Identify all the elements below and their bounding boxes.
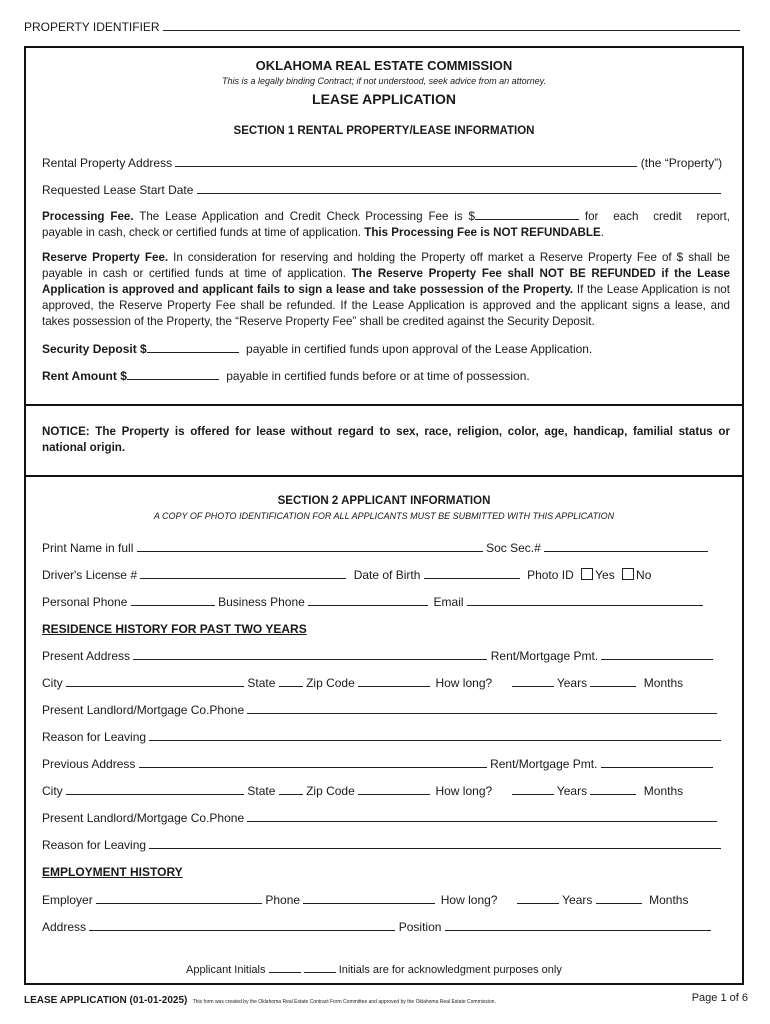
security-deposit-field[interactable]	[147, 342, 239, 353]
city-field[interactable]	[66, 676, 244, 687]
employer-address-row	[42, 920, 726, 934]
prev-years-label: Years	[556, 784, 588, 798]
prev-state-field[interactable]	[279, 784, 303, 795]
dob-label: Date of Birth	[353, 568, 421, 582]
previous-landlord-row	[42, 811, 726, 825]
present-rent-field[interactable]	[601, 649, 713, 660]
present-landlord-field[interactable]	[247, 703, 717, 714]
notice-text: NOTICE: The Property is offered for lease without regard to sex, race, religion, color, age, handicap, familial status or national origin.	[42, 425, 730, 454]
security-deposit-row	[42, 342, 726, 356]
state-field[interactable]	[279, 676, 303, 687]
dob-field[interactable]	[424, 568, 520, 579]
security-deposit-label: Security Deposit $	[42, 342, 147, 356]
rent-amount-row	[42, 369, 726, 383]
prev-how-long-label: How long?	[435, 784, 493, 798]
present-city-row	[42, 676, 726, 690]
rental-address-label: Rental Property Address	[42, 156, 173, 170]
months-field[interactable]	[590, 676, 636, 687]
rental-address-field[interactable]	[175, 156, 637, 167]
position-label: Position	[398, 920, 442, 934]
prev-months-field[interactable]	[590, 784, 636, 795]
property-identifier-field[interactable]	[163, 20, 740, 31]
business-phone-label: Business Phone	[218, 595, 305, 609]
processing-fee-text1: The Lease Application and Credit Check Processing Fee is $	[139, 210, 475, 223]
previous-reason-row	[42, 838, 726, 852]
soc-sec-field[interactable]	[544, 541, 708, 552]
property-identifier-row	[24, 20, 748, 34]
state-label: State	[247, 676, 276, 690]
print-name-label: Print Name in full	[42, 541, 134, 555]
employer-row	[42, 893, 726, 907]
phone-email-row	[42, 595, 726, 609]
previous-reason-label: Reason for Leaving	[42, 838, 147, 852]
business-phone-field[interactable]	[308, 595, 428, 606]
processing-fee-field[interactable]	[475, 209, 579, 220]
present-rent-label: Rent/Mortgage Pmt.	[490, 649, 599, 663]
prev-state-label: State	[247, 784, 276, 798]
previous-address-field[interactable]	[139, 757, 487, 768]
how-long-label: How long?	[435, 676, 493, 690]
section1-title: SECTION 1 RENTAL PROPERTY/LEASE INFORMATION	[233, 125, 535, 137]
section2-box	[24, 475, 744, 985]
the-property-label: (the “Property”)	[640, 156, 723, 170]
personal-phone-label: Personal Phone	[42, 595, 128, 609]
present-landlord-label: Present Landlord/Mortgage Co.Phone	[42, 703, 245, 717]
present-address-field[interactable]	[133, 649, 487, 660]
employer-field[interactable]	[96, 893, 262, 904]
processing-fee-label: Processing Fee.	[42, 210, 134, 223]
prev-years-field[interactable]	[512, 784, 554, 795]
page-number: Page 1 of 6	[691, 992, 748, 1004]
previous-address-row	[42, 757, 726, 771]
prev-city-field[interactable]	[66, 784, 244, 795]
months-label: Months	[643, 676, 684, 690]
previous-rent-label: Rent/Mortgage Pmt.	[490, 757, 598, 771]
present-reason-label: Reason for Leaving	[42, 730, 147, 744]
photo-id-label: Photo ID	[527, 568, 574, 582]
reserve-fee-text2: If the Lease Application is not approved, the Reserve Property Fee shall be refunded. If the Lease Application is approved and the applicant signs a lease, and takes possession of the Property, the “Reserve Property Fee” shall be credited against the Security Deposit.	[42, 283, 730, 328]
lease-start-label: Requested Lease Start Date	[42, 183, 194, 197]
employer-address-label: Address	[42, 920, 87, 934]
section1-box	[24, 46, 744, 406]
email-label: Email	[433, 595, 464, 609]
employer-months-field[interactable]	[596, 893, 642, 904]
photo-id-no-checkbox[interactable]	[622, 568, 634, 580]
legal-disclaimer: This is a legally binding Contract; if not understood, seek advice from an attorney.	[221, 76, 546, 86]
print-name-row	[42, 541, 726, 555]
property-identifier-label: PROPERTY IDENTIFIER	[24, 20, 160, 34]
present-reason-field[interactable]	[149, 730, 721, 741]
employer-label: Employer	[42, 893, 93, 907]
processing-fee-bold: This Processing Fee is NOT REFUNDABLE	[364, 226, 601, 239]
prev-city-label: City	[42, 784, 63, 798]
photo-id-no-label: No	[636, 568, 652, 582]
applicant-initials-label: Applicant Initials	[186, 964, 266, 976]
employer-phone-field[interactable]	[303, 893, 435, 904]
photo-id-yes-label: Yes	[595, 568, 615, 582]
document-title: LEASE APPLICATION	[312, 91, 456, 107]
reserve-fee-label: Reserve Property Fee.	[42, 251, 169, 264]
print-name-field[interactable]	[137, 541, 483, 552]
soc-sec-label: Soc Sec.#	[486, 541, 541, 555]
email-field[interactable]	[467, 595, 703, 606]
reserve-fee-bold: The Reserve Property Fee shall NOT BE REFUNDED if the Lease Application is approved and applicant fails to sign a lease and take possession of the Property.	[42, 267, 730, 296]
previous-city-row	[42, 784, 726, 798]
notice-box	[24, 404, 744, 477]
initials-field-2[interactable]	[304, 962, 336, 973]
previous-landlord-label: Present Landlord/Mortgage Co.Phone	[42, 811, 245, 825]
present-address-label: Present Address	[42, 649, 131, 663]
rent-amount-field[interactable]	[127, 369, 219, 380]
years-label: Years	[556, 676, 588, 690]
initials-row	[186, 962, 726, 977]
personal-phone-field[interactable]	[131, 595, 215, 606]
residence-history-heading: RESIDENCE HISTORY FOR PAST TWO YEARS	[42, 622, 307, 636]
processing-fee-text2: for each credit report,	[584, 210, 730, 223]
processing-fee-paragraph: Processing Fee. The Lease Application and Credit Check Processing Fee is $ for each credit report, payable in cash, check or certified funds at time of application. This Processing Fee is NOT REFUNDABLE.	[42, 210, 730, 239]
rent-amount-label: Rent Amount $	[42, 369, 127, 383]
section2-title: SECTION 2 APPLICANT INFORMATION	[277, 495, 491, 507]
present-landlord-row	[42, 703, 726, 717]
zip-field[interactable]	[358, 676, 430, 687]
license-row	[42, 568, 726, 582]
employer-years-label: Years	[562, 893, 593, 907]
section2-subtitle: A COPY OF PHOTO IDENTIFICATION FOR ALL APPLICANTS MUST BE SUBMITTED WITH THIS APPLICATION	[153, 511, 615, 521]
commission-name: OKLAHOMA REAL ESTATE COMMISSION	[255, 58, 513, 73]
processing-fee-text3: payable in cash, check or certified funds at time of application.	[42, 226, 362, 239]
footer-fine-print: This form was created by the Oklahoma Real Estate Contract Form Committee and approved by the Oklahoma Real Estate Commission.	[192, 999, 496, 1005]
employer-phone-label: Phone	[265, 893, 301, 907]
previous-rent-field[interactable]	[601, 757, 713, 768]
years-field[interactable]	[512, 676, 554, 687]
city-label: City	[42, 676, 63, 690]
rent-amount-text: payable in certified funds before or at time of possession.	[226, 369, 530, 383]
prev-zip-field[interactable]	[358, 784, 430, 795]
present-reason-row	[42, 730, 726, 744]
drivers-license-field[interactable]	[140, 568, 346, 579]
present-address-row	[42, 649, 726, 663]
employer-months-label: Months	[649, 893, 689, 907]
drivers-license-label: Driver's License #	[42, 568, 137, 582]
photo-id-yes-checkbox[interactable]	[581, 568, 593, 580]
initials-note: Initials are for acknowledgment purposes only	[338, 964, 562, 976]
employer-how-long-label: How long?	[440, 893, 498, 907]
prev-months-label: Months	[643, 784, 684, 798]
reserve-fee-text1: In consideration for reserving and holding the Property off market a Reserve Property Fee of $ shall be payable in cash or certified funds at time of application.	[42, 251, 730, 280]
lease-start-row	[42, 183, 726, 197]
lease-start-field[interactable]	[197, 183, 721, 194]
employer-address-field[interactable]	[89, 920, 395, 931]
position-field[interactable]	[445, 920, 711, 931]
form-id: LEASE APPLICATION (01-01-2025)	[24, 995, 188, 1006]
zip-label: Zip Code	[306, 676, 355, 690]
previous-landlord-field[interactable]	[247, 811, 717, 822]
initials-field-1[interactable]	[269, 962, 301, 973]
rental-address-row	[42, 156, 726, 170]
security-deposit-text: payable in certified funds upon approval of the Lease Application.	[246, 342, 593, 356]
footer	[24, 992, 748, 1006]
employer-years-field[interactable]	[517, 893, 559, 904]
previous-reason-field[interactable]	[149, 838, 721, 849]
employment-history-heading: EMPLOYMENT HISTORY	[42, 865, 183, 879]
previous-address-label: Previous Address	[42, 757, 136, 771]
reserve-fee-paragraph	[42, 250, 730, 330]
prev-zip-label: Zip Code	[306, 784, 355, 798]
